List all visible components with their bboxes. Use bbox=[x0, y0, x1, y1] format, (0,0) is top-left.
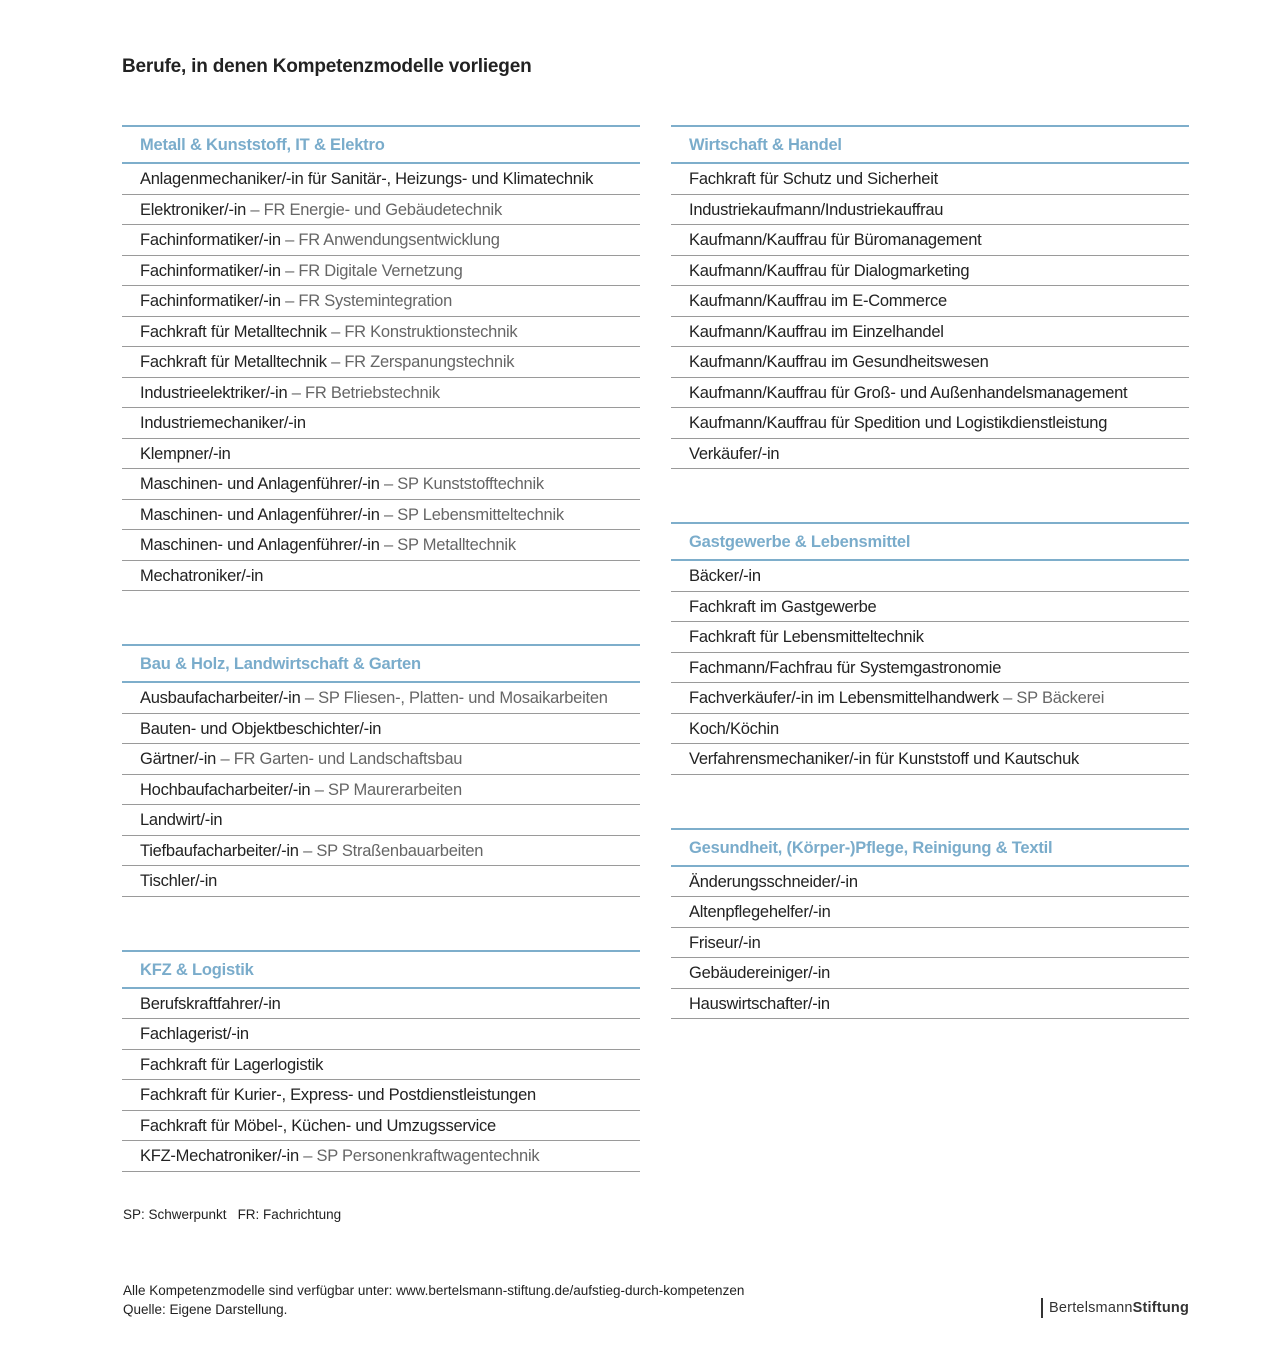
occupation-name: Fachkraft für Schutz und Sicherheit bbox=[689, 170, 938, 188]
category-section bbox=[671, 828, 1189, 1020]
occupation-specialization: – FR Digitale Vernetzung bbox=[280, 261, 463, 280]
occupation-name: Elektroniker/-in bbox=[140, 200, 247, 219]
occupation-row bbox=[122, 1019, 640, 1050]
occupation-name: Fachverkäufer/-in im Lebensmittelhandwerk bbox=[689, 689, 999, 707]
occupation-row bbox=[122, 1111, 640, 1142]
availability-note: Alle Kompetenzmodelle sind verfügbar unter: www.bertelsmann-stiftung.de/aufstieg-durch-kompetenzen bbox=[123, 1283, 745, 1298]
occupation-row bbox=[122, 530, 640, 561]
brand-logo-part1: Bertelsmann bbox=[1049, 1300, 1133, 1316]
occupation-row bbox=[671, 317, 1189, 348]
occupation-row bbox=[671, 256, 1189, 287]
occupation-name: Fachinformatiker/-in bbox=[140, 292, 281, 310]
occupation-specialization: – SP Fliesen-, Platten- und Mosaikarbeiten bbox=[300, 689, 608, 707]
occupation-name: Fachmann/Fachfrau für Systemgastronomie bbox=[689, 658, 1002, 677]
right-column bbox=[671, 125, 1189, 1072]
occupation-name: Fachinformatiker/-in bbox=[140, 231, 281, 249]
category-heading: Gesundheit, (Körper-)Pflege, Reinigung & Textil bbox=[671, 830, 1189, 867]
occupation-row bbox=[671, 164, 1189, 195]
occupation-specialization: – SP Kunststofftechnik bbox=[379, 475, 544, 493]
occupation-row bbox=[122, 1050, 640, 1081]
occupation-name: Kaufmann/Kauffrau für Dialogmarketing bbox=[689, 261, 970, 280]
category-heading: Wirtschaft & Handel bbox=[671, 127, 1189, 164]
occupation-specialization: – SP Personenkraftwagentechnik bbox=[298, 1147, 540, 1165]
occupation-name: Hauswirtschafter/-in bbox=[689, 994, 830, 1013]
occupation-row bbox=[671, 867, 1189, 898]
occupation-row bbox=[122, 500, 640, 531]
occupation-name: Maschinen- und Anlagenführer/-in bbox=[140, 475, 380, 493]
occupation-row bbox=[122, 195, 640, 226]
occupation-name: Industriekaufmann/Industriekauffrau bbox=[689, 200, 944, 219]
occupation-row bbox=[122, 286, 640, 317]
occupation-name: Fachinformatiker/-in bbox=[140, 261, 281, 280]
occupation-name: Fachkraft im Gastgewerbe bbox=[689, 597, 877, 616]
category-section bbox=[671, 125, 1189, 469]
occupation-row bbox=[671, 683, 1189, 714]
occupation-name: Bauten- und Objektbeschichter/-in bbox=[140, 719, 382, 738]
occupation-row bbox=[122, 775, 640, 806]
occupation-row bbox=[122, 805, 640, 836]
occupation-row bbox=[122, 469, 640, 500]
occupation-name: Tischler/-in bbox=[140, 872, 218, 890]
occupation-name: Gärtner/-in bbox=[140, 750, 217, 768]
occupation-name: Gebäudereiniger/-in bbox=[689, 964, 831, 982]
occupation-specialization: – FR Garten- und Landschaftsbau bbox=[216, 750, 463, 768]
occupation-specialization: – FR Konstruktionstechnik bbox=[326, 322, 518, 341]
category-heading: Bau & Holz, Landwirtschaft & Garten bbox=[122, 646, 640, 683]
occupation-row bbox=[122, 439, 640, 470]
occupation-row bbox=[122, 866, 640, 897]
occupation-specialization: – SP Lebensmitteltechnik bbox=[379, 505, 564, 524]
occupation-name: Kaufmann/Kauffrau im Einzelhandel bbox=[689, 322, 944, 341]
occupation-name: Industrieelektriker/-in bbox=[140, 383, 288, 402]
brand-logo-part2: Stiftung bbox=[1132, 1300, 1189, 1316]
occupation-name: Kaufmann/Kauffrau für Groß- und Außenhandelsmanagement bbox=[689, 383, 1128, 402]
left-column bbox=[122, 125, 640, 1225]
occupation-row bbox=[122, 225, 640, 256]
occupation-row bbox=[122, 347, 640, 378]
occupation-name: Berufskraftfahrer/-in bbox=[140, 994, 281, 1013]
occupation-row bbox=[671, 653, 1189, 684]
occupation-name: Fachkraft für Lagerlogistik bbox=[140, 1055, 324, 1074]
occupation-specialization: – SP Maurerarbeiten bbox=[310, 780, 462, 799]
occupation-name: Anlagenmechaniker/-in für Sanitär-, Heizungs- und Klimatechnik bbox=[140, 170, 594, 188]
occupation-name: Tiefbaufacharbeiter/-in bbox=[140, 841, 299, 860]
occupation-row bbox=[671, 622, 1189, 653]
occupation-name: Verfahrensmechaniker/-in für Kunststoff und Kautschuk bbox=[689, 750, 1080, 768]
occupation-name: Mechatroniker/-in bbox=[140, 566, 264, 585]
occupation-name: Kaufmann/Kauffrau für Büromanagement bbox=[689, 231, 982, 249]
occupation-name: Verkäufer/-in bbox=[689, 444, 780, 463]
occupation-name: Bäcker/-in bbox=[689, 567, 761, 585]
occupation-name: Fachkraft für Metalltechnik bbox=[140, 322, 327, 341]
occupation-row bbox=[671, 897, 1189, 928]
occupation-row bbox=[122, 989, 640, 1020]
occupation-row bbox=[122, 714, 640, 745]
occupation-name: Friseur/-in bbox=[689, 933, 761, 952]
occupation-name: Kaufmann/Kauffrau im E-Commerce bbox=[689, 292, 947, 310]
category-section bbox=[671, 522, 1189, 775]
occupation-row bbox=[671, 592, 1189, 623]
occupation-specialization: – SP Bäckerei bbox=[998, 689, 1105, 707]
occupation-name: Industriemechaniker/-in bbox=[140, 414, 306, 432]
occupation-row bbox=[671, 958, 1189, 989]
occupation-specialization: – FR Systemintegration bbox=[280, 292, 453, 310]
occupation-row bbox=[671, 378, 1189, 409]
category-heading: Gastgewerbe & Lebensmittel bbox=[671, 524, 1189, 561]
occupation-row bbox=[122, 256, 640, 287]
occupation-specialization: – FR Betriebstechnik bbox=[287, 383, 440, 402]
category-heading: KFZ & Logistik bbox=[122, 952, 640, 989]
occupation-row bbox=[671, 286, 1189, 317]
source-note: Quelle: Eigene Darstellung. bbox=[123, 1302, 288, 1317]
occupation-row bbox=[122, 683, 640, 714]
occupation-specialization: – FR Zerspanungstechnik bbox=[326, 353, 515, 371]
occupation-name: Fachlagerist/-in bbox=[140, 1025, 249, 1043]
occupation-name: Fachkraft für Lebensmitteltechnik bbox=[689, 628, 924, 646]
occupation-row bbox=[671, 347, 1189, 378]
occupation-row bbox=[122, 378, 640, 409]
occupation-specialization: – FR Energie- und Gebäudetechnik bbox=[246, 200, 502, 219]
legend-sp: SP: Schwerpunkt bbox=[123, 1207, 227, 1222]
occupation-name: Klempner/-in bbox=[140, 444, 231, 463]
occupation-row bbox=[122, 744, 640, 775]
category-section bbox=[122, 125, 640, 591]
occupation-row bbox=[671, 225, 1189, 256]
occupation-row bbox=[671, 561, 1189, 592]
occupation-row bbox=[671, 408, 1189, 439]
occupation-specialization: – FR Anwendungsentwicklung bbox=[280, 231, 500, 249]
occupation-specialization: – SP Metalltechnik bbox=[379, 536, 516, 554]
occupation-name: Änderungsschneider/-in bbox=[689, 872, 858, 891]
occupation-name: Koch/Köchin bbox=[689, 719, 779, 738]
page-title: Berufe, in denen Kompetenzmodelle vorliegen bbox=[122, 56, 532, 77]
occupation-name: Altenpflegehelfer/-in bbox=[689, 903, 831, 921]
category-section bbox=[122, 950, 640, 1172]
occupation-name: Fachkraft für Metalltechnik bbox=[140, 353, 327, 371]
footer bbox=[123, 1281, 744, 1319]
occupation-name: Ausbaufacharbeiter/-in bbox=[140, 689, 301, 707]
occupation-name: KFZ-Mechatroniker/-in bbox=[140, 1147, 299, 1165]
occupation-row bbox=[671, 744, 1189, 775]
occupation-name: Kaufmann/Kauffrau für Spedition und Logistikdienstleistung bbox=[689, 414, 1108, 432]
occupation-row bbox=[122, 561, 640, 592]
occupation-row bbox=[671, 195, 1189, 226]
legend bbox=[123, 1207, 341, 1222]
legend-fr: FR: Fachrichtung bbox=[237, 1207, 342, 1222]
occupation-row bbox=[122, 408, 640, 439]
occupation-name: Maschinen- und Anlagenführer/-in bbox=[140, 505, 380, 524]
occupation-row bbox=[122, 164, 640, 195]
occupation-row bbox=[122, 317, 640, 348]
occupation-row bbox=[671, 928, 1189, 959]
occupation-row bbox=[671, 439, 1189, 470]
occupation-name: Kaufmann/Kauffrau im Gesundheitswesen bbox=[689, 353, 989, 371]
occupation-row bbox=[671, 989, 1189, 1020]
occupation-name: Landwirt/-in bbox=[140, 811, 223, 829]
occupation-row bbox=[122, 1080, 640, 1111]
occupation-specialization: – SP Straßenbauarbeiten bbox=[298, 841, 484, 860]
category-section bbox=[122, 644, 640, 897]
category-heading: Metall & Kunststoff, IT & Elektro bbox=[122, 127, 640, 164]
occupation-row bbox=[122, 1141, 640, 1172]
occupation-row bbox=[122, 836, 640, 867]
occupation-name: Hochbaufacharbeiter/-in bbox=[140, 780, 311, 799]
occupation-name: Fachkraft für Möbel-, Küchen- und Umzugsservice bbox=[140, 1116, 496, 1135]
occupation-name: Maschinen- und Anlagenführer/-in bbox=[140, 536, 380, 554]
occupation-row bbox=[671, 714, 1189, 745]
brand-logo bbox=[1041, 1298, 1189, 1318]
occupation-name: Fachkraft für Kurier-, Express- und Postdienstleistungen bbox=[140, 1086, 536, 1104]
